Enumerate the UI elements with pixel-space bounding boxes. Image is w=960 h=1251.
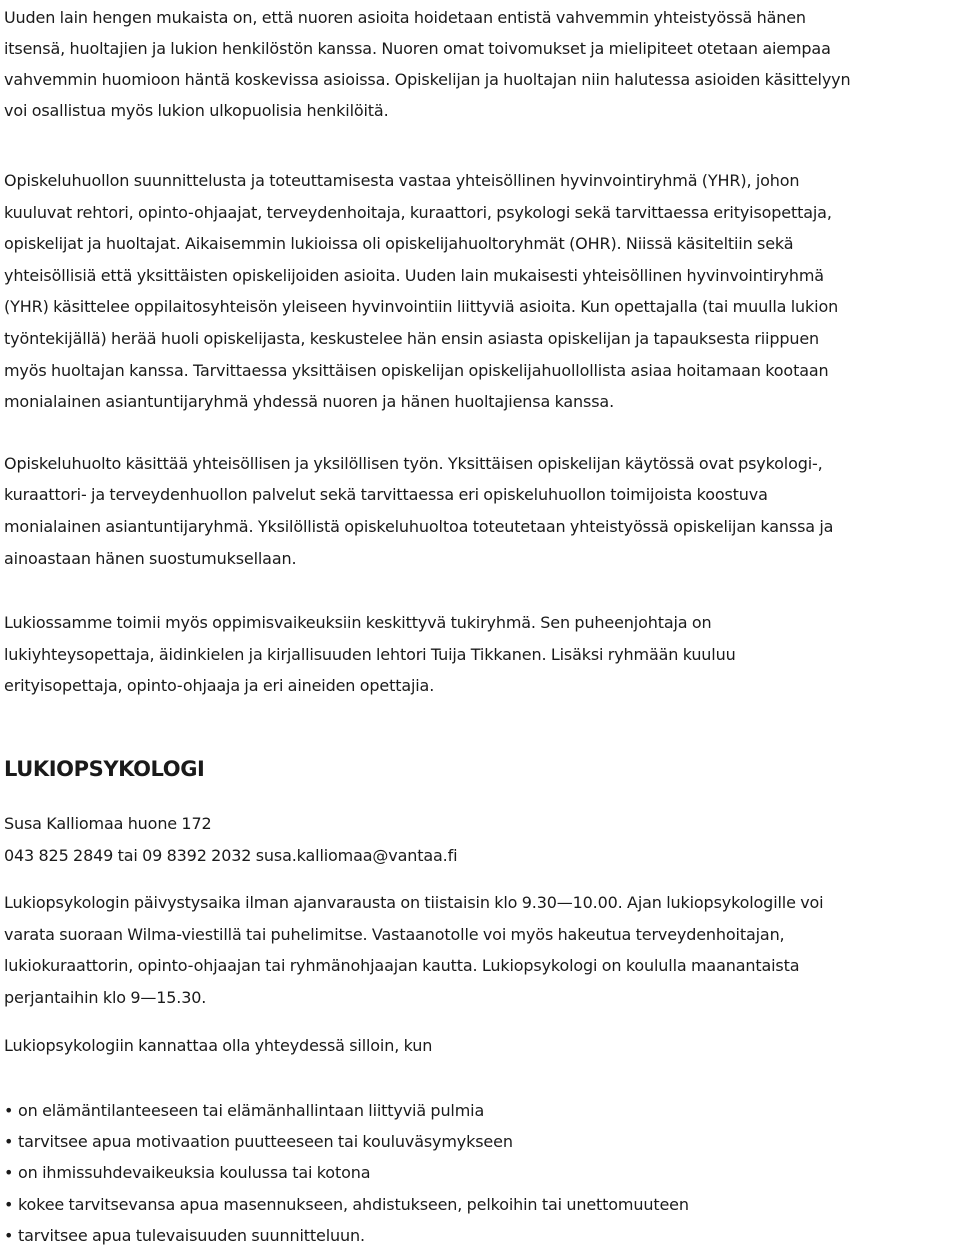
- list-item-text: kokee tarvitsevansa apua masennukseen, ahdistukseen, pelkoihin tai unettomuuteen: [18, 1194, 689, 1214]
- paragraph-line: perjantaihin klo 9—15.30.: [4, 987, 207, 1007]
- intro-line: voi osallistua myös lukion ulkopuolisia henkilöitä.: [4, 101, 389, 120]
- intro-line: vahvemmin huomioon häntä koskevissa asioissa. Opiskelijan ja huoltajan niin halutessa asioiden käsittelyyn: [4, 70, 851, 89]
- bullet-icon: •: [4, 1225, 14, 1245]
- psychologist-phone-email: 043 825 2849 tai 09 8392 2032 susa.kalliomaa@vantaa.fi: [4, 845, 458, 865]
- paragraph-line: monialainen asiantuntijaryhmä yhdessä nuoren ja hänen huoltajiensa kanssa.: [4, 392, 615, 412]
- bullet-icon: •: [4, 1132, 14, 1152]
- list-item: [4, 1126, 956, 1157]
- individual-care-paragraph: [4, 448, 956, 574]
- paragraph-line: monialainen asiantuntijaryhmä. Yksilöllistä opiskeluhuoltoa toteutetaan yhteistyössä opiskelijan kanssa ja: [4, 516, 834, 536]
- paragraph-line: (YHR) käsittelee oppilaitosyhteisön yleiseen hyvinvointiin liittyviä asioita. Kun opettajalla (tai muulla lukion: [4, 297, 839, 317]
- list-item-text: tarvitsee apua motivaation puutteeseen tai kouluväsymykseen: [18, 1132, 513, 1152]
- availability-paragraph: [4, 887, 956, 1013]
- contact-intro: Lukiopsykologiin kannattaa olla yhteydessä silloin, kun: [4, 1036, 433, 1056]
- list-item: [4, 1157, 956, 1188]
- paragraph-line: opiskelijat ja huoltajat. Aikaisemmin lukioissa oli opiskelijahuoltoryhmät (OHR). Niissä käsiteltiin sekä: [4, 234, 794, 254]
- paragraph-line: kuuluvat rehtori, opinto-ohjaajat, terveydenhoitaja, kuraattori, psykologi sekä tarvittaessa erityisopettaja,: [4, 202, 832, 222]
- list-item: [4, 1095, 956, 1126]
- support-group-paragraph: [4, 607, 956, 702]
- bullet-icon: •: [4, 1194, 14, 1214]
- yhr-paragraph: [4, 165, 956, 418]
- intro-line: Uuden lain hengen mukaista on, että nuoren asioita hoidetaan entistä vahvemmin yhteistyössä hänen: [4, 8, 806, 27]
- paragraph-line: Lukiossamme toimii myös oppimisvaikeuksiin keskittyvä tukiryhmä. Sen puheenjohtaja on: [4, 613, 712, 633]
- paragraph-line: erityisopettaja, opinto-ohjaaja ja eri aineiden opettajia.: [4, 676, 435, 696]
- paragraph-line: lukiyhteysopettaja, äidinkielen ja kirjallisuuden lehtori Tuija Tikkanen. Lisäksi ryhmään kuuluu: [4, 644, 736, 664]
- bullet-icon: •: [4, 1101, 14, 1121]
- paragraph-line: lukiokuraattorin, opinto-ohjaajan tai ryhmänohjaajan kautta. Lukiopsykologi on koululla maanantaista: [4, 956, 800, 976]
- section-heading-lukiopsykologi: LUKIOPSYKOLOGI: [4, 756, 205, 781]
- intro-line: itsensä, huoltajien ja lukion henkilöstön kanssa. Nuoren omat toivomukset ja mielipiteet otetaan aiempaa: [4, 39, 831, 58]
- list-item-text: tarvitsee apua tulevaisuuden suunnitteluun.: [18, 1225, 365, 1245]
- list-item: [4, 1220, 956, 1251]
- list-item: [4, 1189, 956, 1220]
- contact-criteria-list: [4, 1095, 956, 1251]
- list-item-text: on elämäntilanteeseen tai elämänhallintaan liittyviä pulmia: [18, 1101, 485, 1121]
- paragraph-line: Opiskeluhuollon suunnittelusta ja toteuttamisesta vastaa yhteisöllinen hyvinvointiryhmä (YHR), johon: [4, 171, 800, 190]
- paragraph-line: myös huoltajan kanssa. Tarvittaessa yksittäisen opiskelijan opiskelijahuollollista asiaa hoitamaan kootaan: [4, 360, 829, 380]
- paragraph-line: Opiskeluhuolto käsittää yhteisöllisen ja yksilöllisen työn. Yksittäisen opiskelijan käytössä ovat psykologi-,: [4, 453, 823, 473]
- paragraph-line: yhteisöllisiä että yksittäisten opiskelijoiden asioita. Uuden lain mukaisesti yhteisöllinen hyvinvointiryhmä: [4, 265, 824, 285]
- paragraph-line: työntekijällä) herää huoli opiskelijasta, keskustelee hän ensin asiasta opiskelijan ja tapauksesta riippuen: [4, 328, 820, 348]
- paragraph-line: kuraattori- ja terveydenhuollon palvelut sekä tarvittaessa eri opiskeluhuollon toimijoista koostuva: [4, 485, 768, 505]
- bullet-icon: •: [4, 1163, 14, 1183]
- paragraph-line: varata suoraan Wilma-viestillä tai puhelimitse. Vastaanotolle voi myös hakeutua terveydenhoitajan,: [4, 924, 785, 944]
- paragraph-line: ainoastaan hänen suostumuksellaan.: [4, 548, 297, 568]
- paragraph-line: Lukiopsykologin päivystysaika ilman ajanvarausta on tiistaisin klo 9.30—10.00. Ajan lukiopsykologille voi: [4, 893, 824, 913]
- intro-paragraph: [4, 0, 956, 126]
- psychologist-name-room: Susa Kalliomaa huone 172: [4, 813, 212, 833]
- list-item-text: on ihmissuhdevaikeuksia koulussa tai kotona: [18, 1163, 371, 1183]
